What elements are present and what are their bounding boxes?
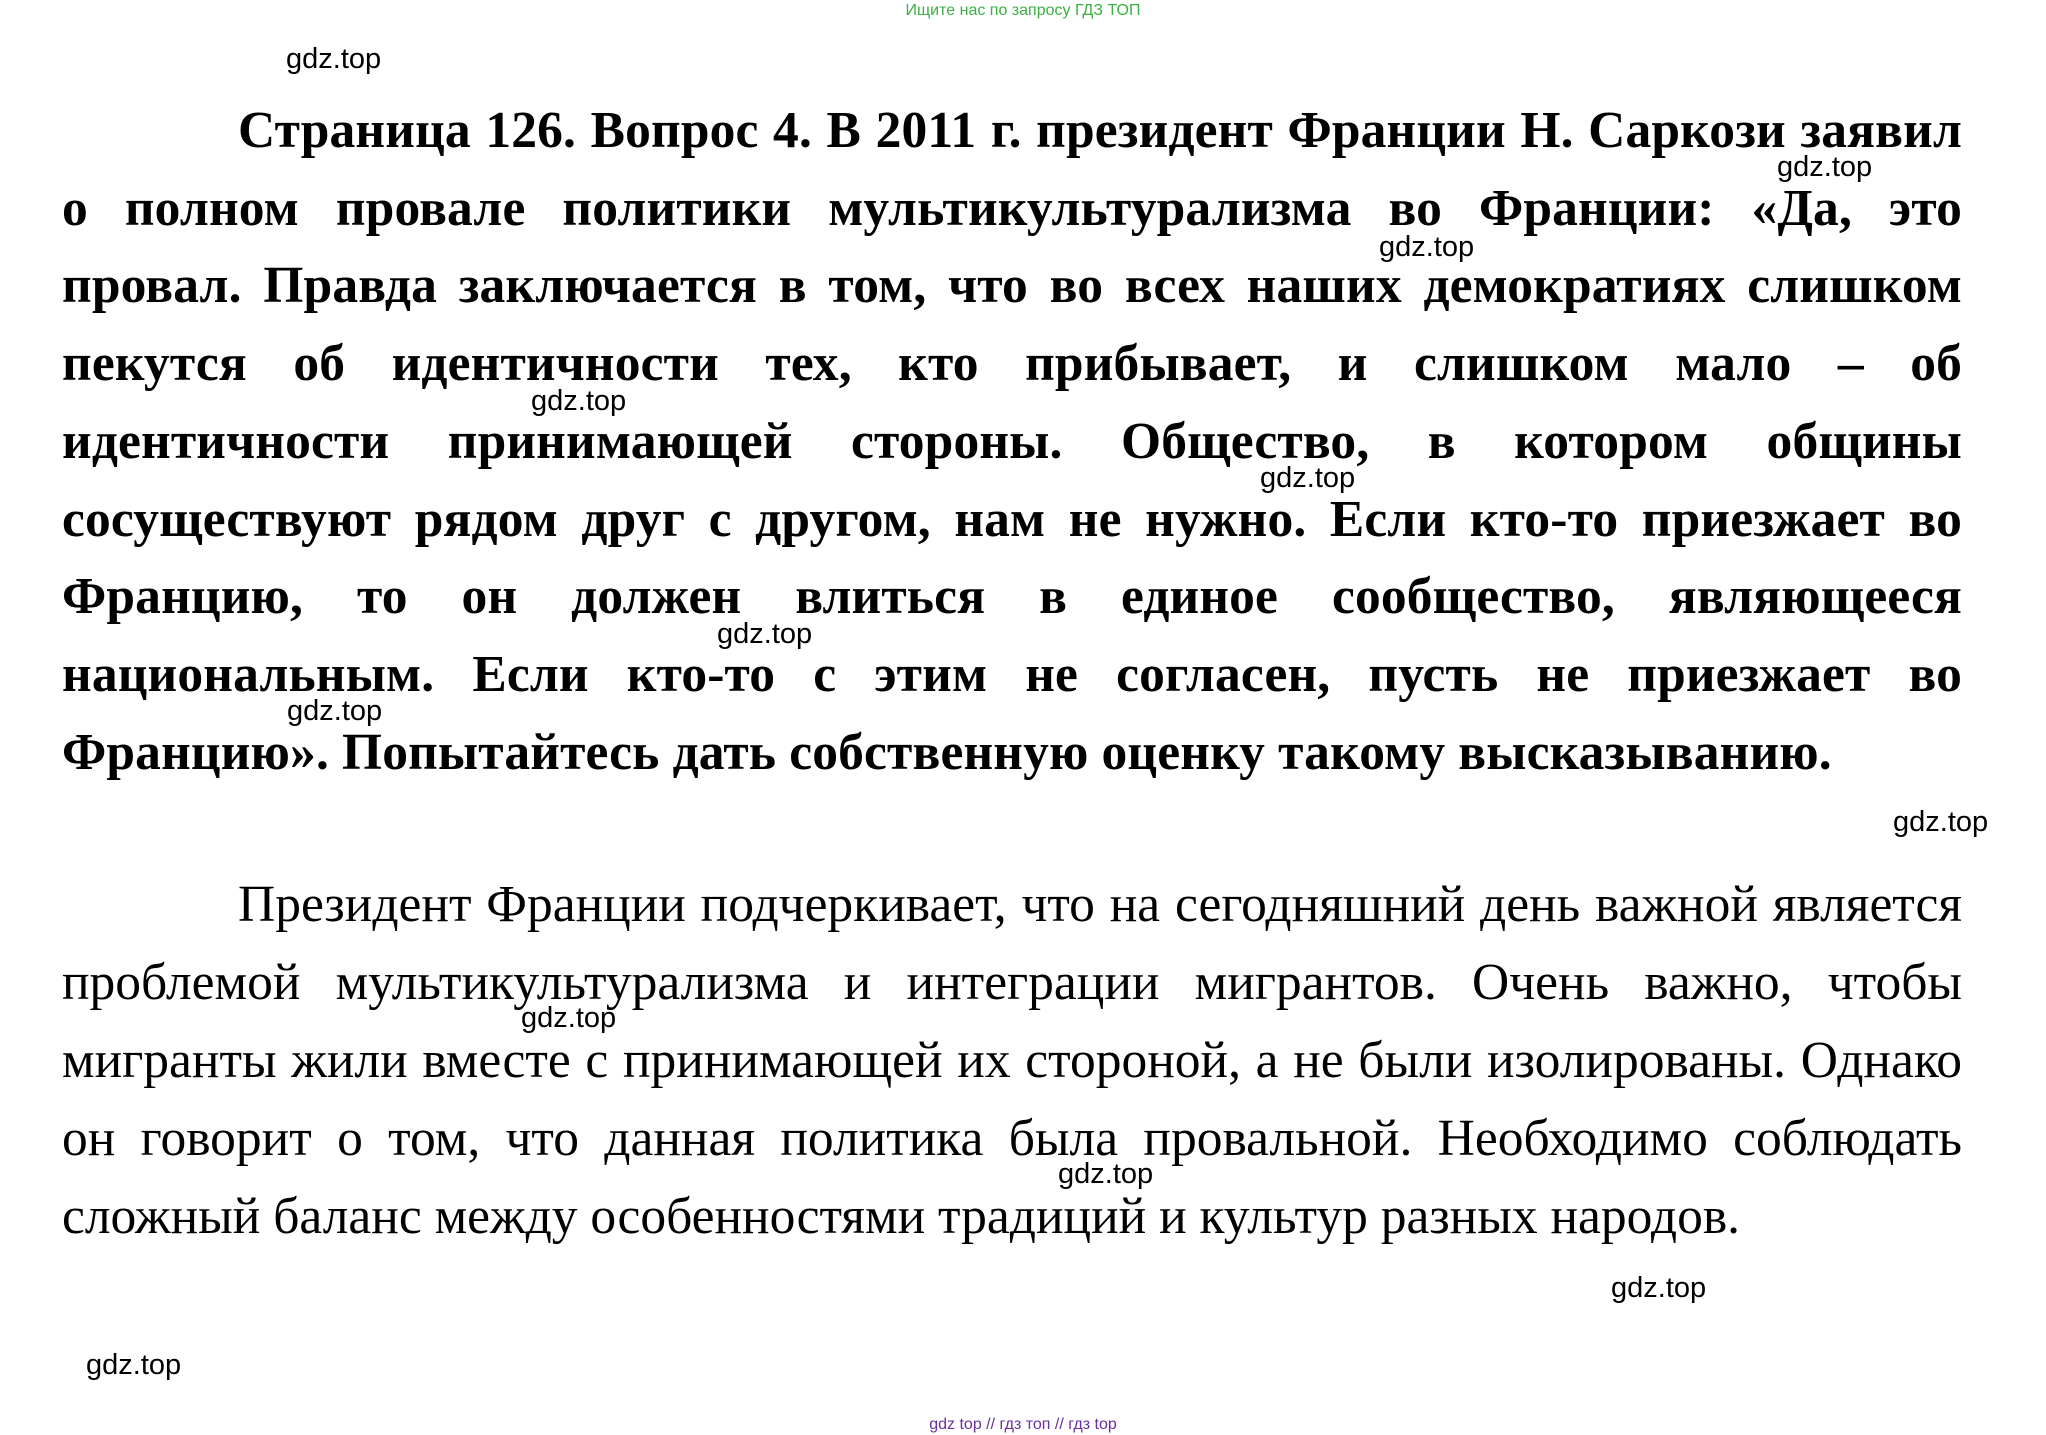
watermark: gdz.top bbox=[286, 43, 382, 75]
footer-link[interactable]: gdz top bbox=[929, 1416, 982, 1433]
top-banner[interactable]: Ищите нас по запросу ГДЗ ТОП bbox=[905, 2, 1141, 19]
watermark: gdz.top bbox=[1379, 231, 1475, 263]
question-text: В 2011 г. президент Франции Н. Саркози заявил о полном провале политики мультикультурализма во Франции: «Да, это провал. Правда заключается в том, что во всех наших демократиях слишком пекутся об идентичности тех, кто прибывает, и слишком мало – об идентичности принимающей стороны. Общество, в котором общины сосуществуют рядом друг с другом, нам не нужно. Если кто-то приезжает во Францию, то он должен влиться в единое сообщество, являющееся национальным. Если кто-то с этим не согласен, пусть не приезжает во Францию». Попытайтесь дать собственную оценку такому высказыванию. bbox=[62, 102, 1962, 781]
watermark: gdz.top bbox=[521, 1002, 617, 1034]
footer-separator: // bbox=[1054, 1416, 1064, 1433]
watermark: gdz.top bbox=[1777, 151, 1873, 183]
watermark: gdz.top bbox=[531, 385, 627, 417]
answer-paragraph bbox=[62, 866, 1962, 1256]
watermark: gdz.top bbox=[1893, 806, 1989, 838]
watermark: gdz.top bbox=[717, 618, 813, 650]
footer-link[interactable]: гдз top bbox=[1068, 1416, 1117, 1433]
question-label: Страница 126. Вопрос 4. bbox=[238, 102, 812, 159]
question-paragraph bbox=[62, 92, 1962, 791]
footer-links bbox=[0, 1415, 2046, 1435]
watermark: gdz.top bbox=[1058, 1158, 1154, 1190]
footer-link[interactable]: гдз топ bbox=[999, 1416, 1051, 1433]
watermark: gdz.top bbox=[1611, 1272, 1707, 1304]
watermark: gdz.top bbox=[287, 695, 383, 727]
watermark: gdz.top bbox=[86, 1349, 182, 1381]
answer-text: Президент Франции подчеркивает, что на сегодняшний день важной является проблемой мультикультурализма и интеграции мигрантов. Очень важно, чтобы мигранты жили вместе с принимающей их стороной, а не были изолированы. Однако он говорит о том, что данная политика была провальной. Необходимо соблюдать сложный баланс между особенностями традиций и культур разных народов. bbox=[62, 876, 1962, 1245]
footer-separator: // bbox=[986, 1416, 996, 1433]
watermark: gdz.top bbox=[1260, 462, 1356, 494]
